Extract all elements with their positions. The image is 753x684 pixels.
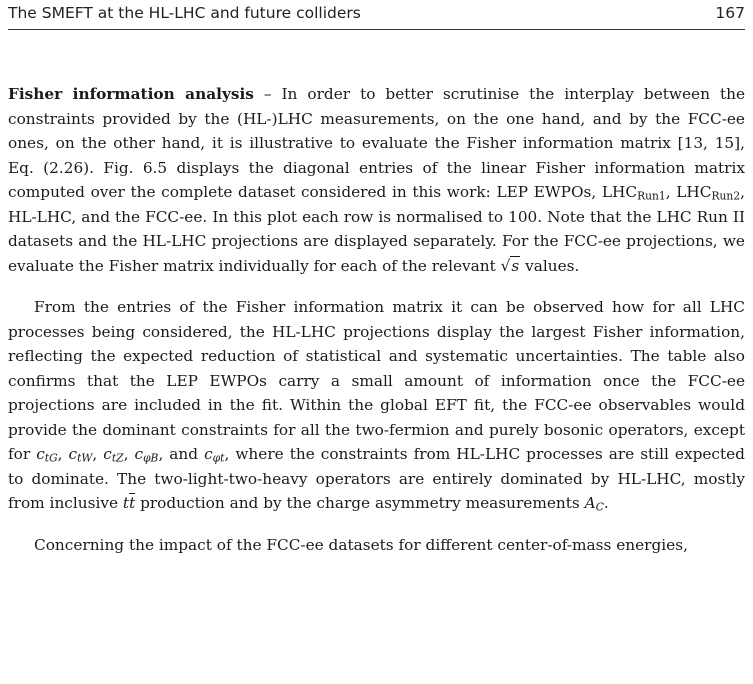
math-symbol: t — [122, 494, 130, 512]
paragraph-fcc-ee — [8, 533, 745, 558]
subscript: C — [595, 500, 604, 514]
paragraph-entries — [8, 295, 745, 516]
text-run: , where the constraints from HL-LHC processes are still expected to dominate. The two-light-two-heavy operators are entirely dominated by HL-LHC, mostly from inclusive — [8, 445, 745, 512]
text-run: production and by the charge asymmetry measurements — [135, 494, 585, 512]
text-run: Concerning the impact of the FCC-ee datasets for different center-of-mass energies, — [34, 535, 688, 554]
math-symbol: c — [204, 445, 213, 463]
subscript: Run1 — [637, 189, 666, 203]
page-number: 167 — [715, 4, 745, 22]
subscript: tW — [77, 451, 93, 465]
text-run: , — [57, 445, 69, 463]
running-title: The SMEFT at the HL-LHC and future colliders — [8, 4, 361, 22]
math-symbol: c — [68, 445, 78, 463]
subscript: Run2 — [711, 189, 741, 203]
text-run: values. — [520, 256, 580, 275]
math-symbol: A — [584, 494, 596, 512]
math-symbol: c — [134, 445, 144, 463]
text-run: , — [123, 445, 135, 463]
paragraph-fisher — [8, 82, 745, 278]
paragraph-lead: Fisher information analysis — [8, 85, 254, 103]
running-header — [8, 4, 745, 22]
subscript: φB — [143, 451, 159, 465]
text-run: – In order to better scrutinise the interplay between the constraints provided by the (HL-)LHC measurements, on the one hand, and by the FCC-ee ones, on the other hand, it is illustrative to evaluate the Fisher information matrix [13, 15], Eq. (2.26). Fig. 6.5 displays the diagonal entries of the linear Fisher information matrix computed over the complete dataset considered in this work: LEP EWPOs, LHC — [8, 85, 745, 201]
math-symbol-tbar: $\overline{t}$ — [129, 494, 136, 512]
subscript: φt — [212, 451, 225, 465]
sqrt-argument: s — [511, 256, 520, 275]
text-run: , LHC — [665, 183, 712, 201]
math-symbol: c — [103, 445, 112, 463]
sqrt-symbol: √ — [500, 256, 511, 275]
header-rule — [8, 29, 745, 30]
sqrt-s — [501, 256, 521, 275]
text-run: . — [603, 494, 609, 512]
body-text — [8, 82, 745, 557]
subscript: tG — [44, 451, 58, 465]
math-symbol: c — [36, 445, 45, 463]
text-run: , HL-LHC, and the FCC-ee. In this plot each row is normalised to 100. Note that the LHC Run II datasets and the HL-LHC projections are displayed separately. For the FCC-ee projections, we evaluate the Fisher matrix individually for each of the relevant — [8, 183, 745, 275]
subscript: tZ — [111, 451, 124, 465]
text-run: , and — [158, 445, 205, 463]
text-run: From the entries of the Fisher information matrix it can be observed how for all LHC processes being considered, the HL-LHC projections display the largest Fisher information, reflecting the expected reduction of statistical and systematic uncertainties. The table also confirms that the LEP EWPOs carry a small amount of information once the FCC-ee projections are included in the fit. Within the global EFT fit, the FCC-ee observables would provide the dominant constraints for all the two-fermion and purely bosonic operators, except for — [8, 298, 745, 463]
text-run: , — [92, 445, 104, 463]
